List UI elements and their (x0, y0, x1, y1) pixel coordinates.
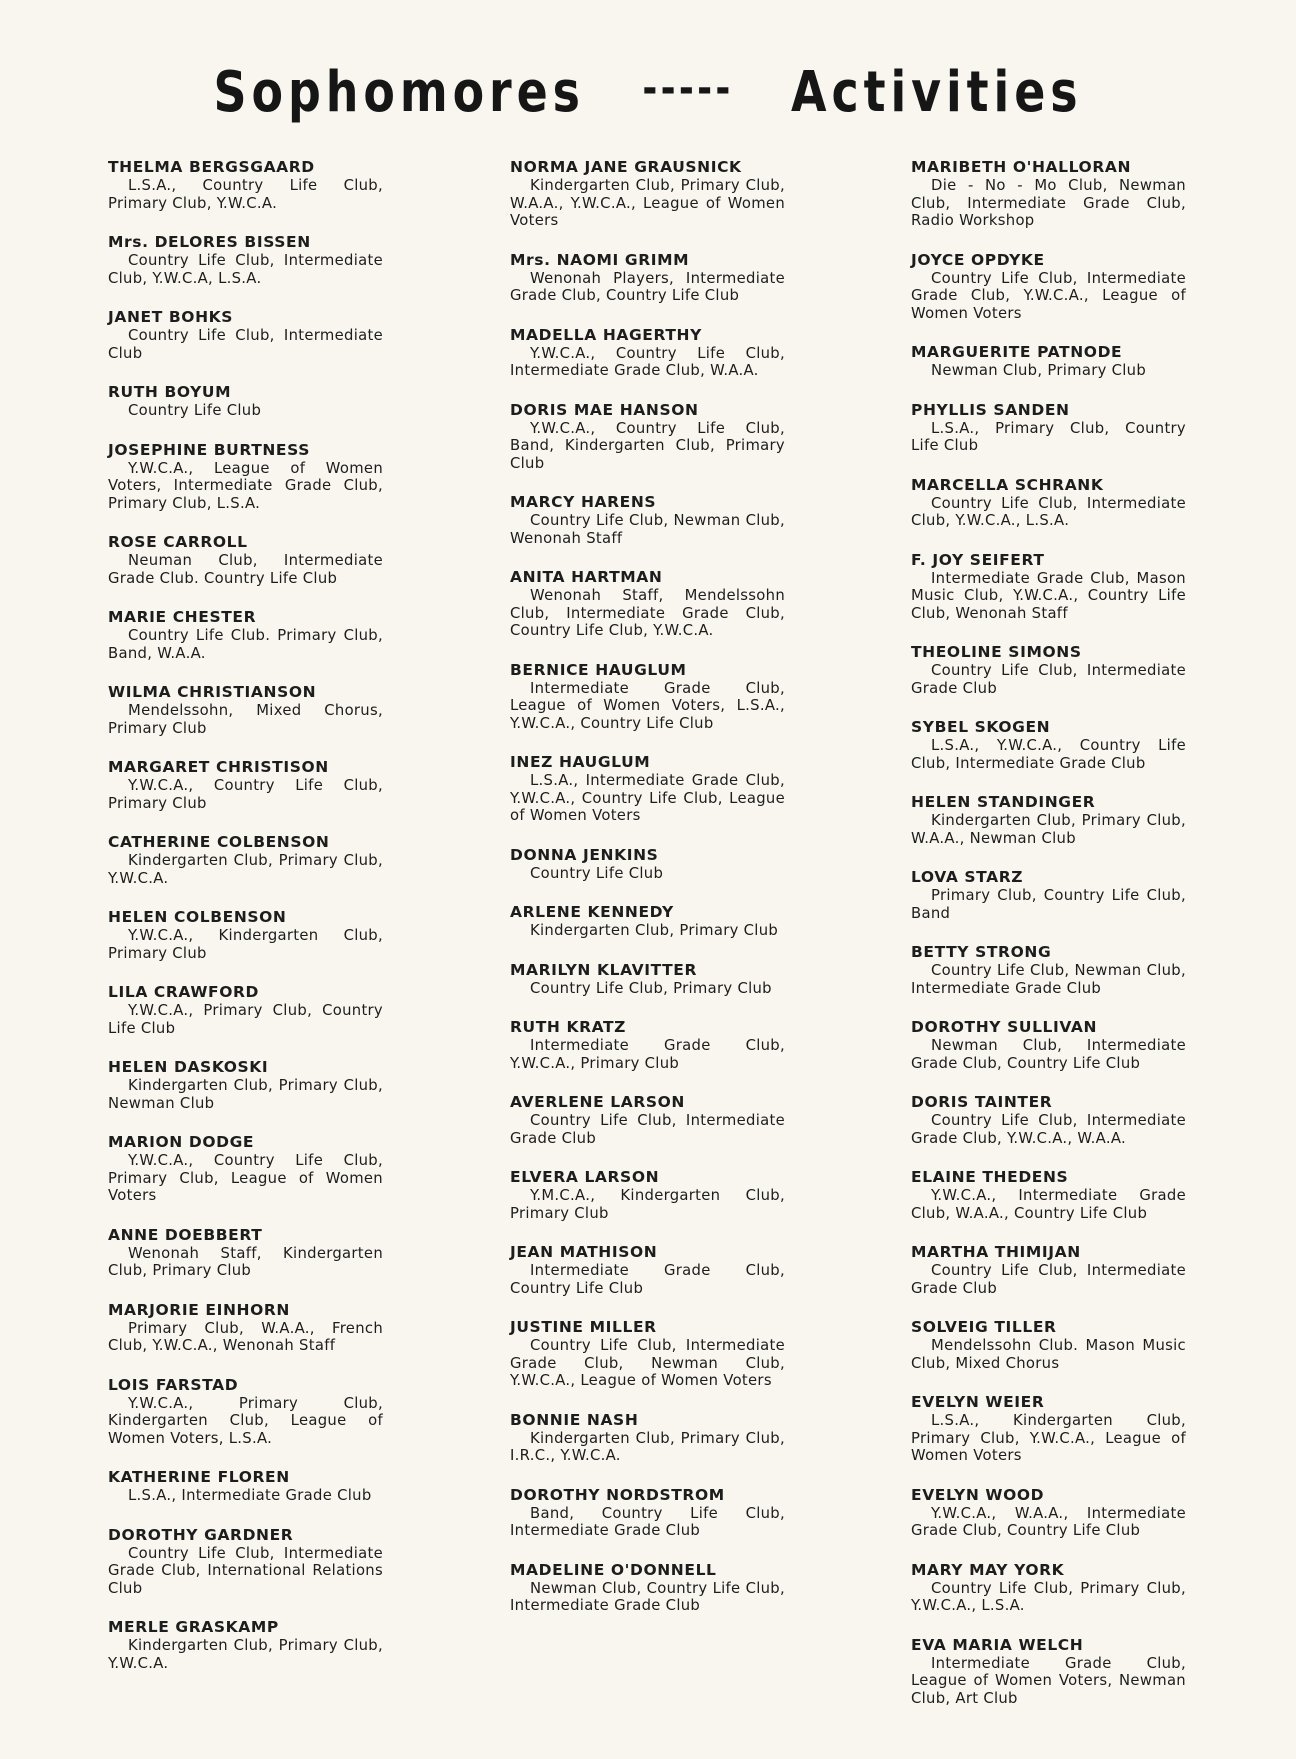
student-activities: Primary Club, W.A.A., French Club, Y.W.C.A., Wenonah Staff (108, 1319, 383, 1354)
student-activities: Country Life Club (128, 402, 262, 419)
student-name: HELEN STANDINGER (911, 793, 1096, 811)
student-activities: Wenonah Staff, Mendelssohn Club, Intermediate Grade Club, Country Life Club, Y.W.C.A. (510, 587, 785, 639)
student-entry (108, 608, 383, 662)
student-activities: Y.W.C.A., W.A.A., Intermediate Grade Club, Country Life Club (911, 1504, 1186, 1539)
student-entry (108, 983, 383, 1037)
student-entry (911, 793, 1186, 847)
student-name: THEOLINE SIMONS (911, 643, 1082, 661)
student-activities: Country Life Club. Primary Club, Band, W.A.A. (108, 627, 383, 662)
student-activities: Country Life Club, Primary Club, Y.W.C.A., L.S.A. (911, 1579, 1186, 1614)
student-name: JOYCE OPDYKE (911, 250, 1045, 269)
student-activities: Country Life Club, Intermediate Grade Club (510, 1112, 785, 1147)
student-entry (911, 1486, 1186, 1540)
student-entry (108, 908, 383, 962)
column-3 (911, 158, 1186, 1728)
student-entry (510, 1411, 785, 1465)
student-entry (510, 1318, 785, 1390)
student-name: MADELINE O'DONNELL (510, 1560, 717, 1579)
student-name: ANNE DOEBBERT (108, 1225, 263, 1244)
student-activities: Country Life Club (530, 864, 664, 882)
student-name: ELAINE THEDENS (911, 1168, 1069, 1186)
title-right: Activities (791, 60, 1083, 125)
student-entry (911, 718, 1186, 772)
student-activities: Newman Club, Intermediate Grade Club, Country Life Club (911, 1037, 1186, 1072)
student-activities: Kindergarten Club, Primary Club, Y.W.C.A. (108, 1637, 383, 1672)
student-activities: Y.W.C.A., Primary Club, Country Life Club (108, 1002, 383, 1037)
student-activities: Primary Club, Country Life Club, Band (911, 887, 1186, 922)
student-name: BONNIE NASH (510, 1410, 639, 1429)
student-activities: Y.W.C.A., Country Life Club, Primary Club (108, 777, 383, 812)
student-name: THELMA BERGSGAARD (108, 158, 315, 176)
student-entry (911, 1093, 1186, 1147)
student-name: MARGUERITE PATNODE (911, 343, 1123, 361)
student-name: ARLENE KENNEDY (510, 903, 674, 921)
student-activities: Country Life Club, Intermediate Club, Y.W.C.A., L.S.A. (911, 494, 1186, 529)
student-name: PHYLLIS SANDEN (911, 400, 1070, 419)
student-entry (108, 233, 383, 287)
student-name: EVELYN WOOD (911, 1485, 1045, 1504)
student-entry (911, 476, 1186, 530)
student-entry (108, 1133, 383, 1205)
student-activities: Newman Club, Country Life Club, Intermediate Grade Club (510, 1579, 785, 1614)
student-name: F. JOY SEIFERT (911, 550, 1045, 569)
student-activities: Country Life Club, Intermediate Club (108, 327, 383, 362)
student-activities: Band, Country Life Club, Intermediate Grade Club (510, 1504, 785, 1539)
student-activities: Y.W.C.A., Country Life Club, Band, Kindergarten Club, Primary Club (510, 419, 785, 472)
student-activities: Y.W.C.A., Country Life Club, Primary Club, League of Women Voters (108, 1152, 383, 1204)
student-entry (510, 401, 785, 473)
student-activities: Die - No - Mo Club, Newman Club, Intermediate Grade Club, Radio Workshop (911, 177, 1186, 229)
student-entry (108, 533, 383, 587)
student-name: WILMA CHRISTIANSON (108, 683, 317, 701)
title-left: Sophomores (213, 60, 585, 125)
student-name: JANET BOHKS (108, 308, 234, 326)
student-name: Mrs. NAOMI GRIMM (510, 250, 690, 269)
title-dashes: ----- (642, 63, 734, 114)
student-name: Mrs. DELORES BISSEN (108, 233, 311, 251)
student-activities: Country Life Club, Intermediate Grade Club (911, 1262, 1186, 1297)
student-name: INEZ HAUGLUM (510, 753, 651, 771)
student-name: MARIBETH O'HALLORAN (911, 158, 1132, 176)
student-activities: Country Life Club, Newman Club, Intermediate Grade Club (911, 962, 1186, 997)
student-entry (108, 1468, 383, 1505)
student-activities: L.S.A., Kindergarten Club, Primary Club, Y.W.C.A., League of Women Voters (911, 1412, 1186, 1464)
student-entry (911, 868, 1186, 922)
student-name: EVELYN WEIER (911, 1393, 1045, 1411)
student-activities: Y.M.C.A., Kindergarten Club, Primary Club (510, 1187, 785, 1222)
page-title (117, 60, 1180, 125)
student-name: AVERLENE LARSON (510, 1093, 686, 1111)
student-entry (108, 308, 383, 362)
student-entry (911, 1393, 1186, 1465)
student-entry (510, 1243, 785, 1297)
student-name: JEAN MATHISON (510, 1243, 658, 1261)
student-name: CATHERINE COLBENSON (108, 833, 330, 851)
student-name: DORIS MAE HANSON (510, 400, 699, 419)
student-activities: L.S.A., Intermediate Grade Club (128, 1487, 372, 1504)
student-name: MERLE GRASKAMP (108, 1618, 279, 1636)
student-name: DOROTHY SULLIVAN (911, 1018, 1098, 1036)
student-activities: L.S.A., Country Life Club, Primary Club, Y.W.C.A. (108, 177, 383, 212)
student-entry (108, 758, 383, 812)
student-activities: Kindergarten Club, Primary Club, I.R.C., Y.W.C.A. (510, 1429, 785, 1464)
student-entry (911, 1243, 1186, 1297)
student-name: LOIS FARSTAD (108, 1375, 239, 1394)
student-activities: Mendelssohn Club. Mason Music Club, Mixed Chorus (911, 1337, 1186, 1372)
student-name: MARTHA THIMIJAN (911, 1243, 1081, 1261)
student-name: SYBEL SKOGEN (911, 718, 1051, 736)
student-name: EVA MARIA WELCH (911, 1635, 1084, 1654)
student-name: KATHERINE FLOREN (108, 1468, 290, 1486)
student-entry (510, 1093, 785, 1147)
student-name: ANITA HARTMAN (510, 568, 663, 586)
student-entry (510, 753, 785, 825)
student-activities: Intermediate Grade Club, Y.W.C.A., Primary Club (510, 1037, 785, 1072)
student-activities: Country Life Club, Intermediate Grade Club (911, 662, 1186, 697)
student-name: JOSEPHINE BURTNESS (108, 440, 310, 459)
student-activities: Country Life Club, Primary Club (530, 979, 772, 997)
student-activities: Country Life Club, Intermediate Grade Club, International Relations Club (108, 1544, 383, 1597)
student-name: DONNA JENKINS (510, 845, 659, 864)
student-activities: Intermediate Grade Club, Mason Music Club, Y.W.C.A., Country Life Club, Wenonah Staff (911, 569, 1186, 622)
student-activities: Neuman Club, Intermediate Grade Club. Country Life Club (108, 552, 383, 587)
student-activities: Wenonah Players, Intermediate Grade Club, Country Life Club (510, 269, 785, 304)
student-entry (510, 1168, 785, 1222)
student-name: MADELLA HAGERTHY (510, 325, 702, 344)
student-activities: Mendelssohn, Mixed Chorus, Primary Club (108, 702, 383, 737)
student-entry (108, 1058, 383, 1112)
student-entry (510, 846, 785, 883)
student-entry (510, 251, 785, 305)
student-name: RUTH KRATZ (510, 1018, 627, 1036)
student-entry (510, 903, 785, 940)
student-entry (108, 1226, 383, 1280)
student-entry (108, 1376, 383, 1448)
student-name: DOROTHY GARDNER (108, 1525, 294, 1544)
student-activities: Y.W.C.A., Country Life Club, Intermediate Grade Club, W.A.A. (510, 344, 785, 379)
student-name: MARION DODGE (108, 1133, 255, 1151)
student-name: MARILYN KLAVITTER (510, 960, 697, 979)
student-entry (108, 1618, 383, 1672)
student-activities: Country Life Club, Intermediate Club, Y.W.C.A, L.S.A. (108, 252, 383, 287)
student-entry (510, 493, 785, 547)
student-entry (108, 383, 383, 420)
student-entry (911, 251, 1186, 323)
student-name: BETTY STRONG (911, 943, 1052, 961)
student-activities: Y.W.C.A., League of Women Voters, Intermediate Grade Club, Primary Club, L.S.A. (108, 459, 383, 512)
student-entry (911, 343, 1186, 380)
student-entry (911, 1318, 1186, 1372)
student-entry (911, 1561, 1186, 1615)
student-activities: Y.W.C.A., Primary Club, Kindergarten Club, League of Women Voters, L.S.A. (108, 1394, 383, 1447)
student-activities: Country Life Club, Intermediate Grade Club, Y.W.C.A., W.A.A. (911, 1112, 1186, 1147)
student-activities: Intermediate Grade Club, League of Women Voters, Newman Club, Art Club (911, 1654, 1186, 1707)
student-activities: L.S.A., Y.W.C.A., Country Life Club, Intermediate Grade Club (911, 737, 1186, 772)
student-entry (510, 1486, 785, 1540)
student-entry (911, 158, 1186, 230)
student-activities: Wenonah Staff, Kindergarten Club, Primary Club (108, 1244, 383, 1279)
student-entry (911, 551, 1186, 623)
student-entry (108, 1301, 383, 1355)
student-entry (108, 1526, 383, 1598)
student-entry (911, 643, 1186, 697)
student-entry (108, 158, 383, 212)
student-entry (911, 1018, 1186, 1072)
student-activities: Kindergarten Club, Primary Club, W.A.A., Y.W.C.A., League of Women Voters (510, 177, 785, 229)
student-activities: Intermediate Grade Club, Country Life Club (510, 1262, 785, 1297)
student-activities: Country Life Club, Intermediate Grade Club, Newman Club, Y.W.C.A., League of Women Voters (510, 1337, 785, 1389)
student-name: NORMA JANE GRAUSNICK (510, 158, 742, 176)
student-entry (510, 326, 785, 380)
student-entry (911, 943, 1186, 997)
student-entry (510, 1018, 785, 1072)
student-name: LILA CRAWFORD (108, 983, 259, 1001)
student-name: JUSTINE MILLER (510, 1318, 657, 1336)
column-1 (108, 158, 383, 1693)
student-activities: L.S.A., Intermediate Grade Club, Y.W.C.A., Country Life Club, League of Women Voters (510, 772, 785, 824)
student-name: MARCELLA SCHRANK (911, 475, 1104, 494)
student-activities: Y.W.C.A., Kindergarten Club, Primary Club (108, 927, 383, 962)
student-name: SOLVEIG TILLER (911, 1318, 1057, 1336)
student-name: LOVA STARZ (911, 868, 1024, 886)
student-activities: Intermediate Grade Club, League of Women Voters, L.S.A., Y.W.C.A., Country Life Club (510, 679, 785, 732)
student-entry (108, 683, 383, 737)
student-name: MARCY HARENS (510, 493, 657, 511)
student-entry (510, 661, 785, 733)
student-entry (911, 1168, 1186, 1222)
student-entry (108, 833, 383, 887)
student-name: ELVERA LARSON (510, 1168, 660, 1186)
student-name: DOROTHY NORDSTROM (510, 1485, 725, 1504)
student-activities: Newman Club, Primary Club (931, 362, 1147, 379)
student-entry (108, 441, 383, 513)
student-entry (510, 1561, 785, 1615)
student-name: HELEN DASKOSKI (108, 1058, 269, 1076)
student-name: MARY MAY YORK (911, 1560, 1065, 1579)
student-activities: L.S.A., Primary Club, Country Life Club (911, 419, 1186, 454)
student-name: BERNICE HAUGLUM (510, 660, 687, 679)
student-activities: Country Life Club, Newman Club, Wenonah Staff (510, 512, 785, 547)
student-name: DORIS TAINTER (911, 1093, 1053, 1111)
student-entry (510, 158, 785, 230)
column-2 (510, 158, 785, 1636)
student-name: MARGARET CHRISTISON (108, 758, 329, 776)
student-name: ROSE CARROLL (108, 533, 248, 551)
student-entry (911, 401, 1186, 455)
student-activities: Y.W.C.A., Intermediate Grade Club, W.A.A., Country Life Club (911, 1187, 1186, 1222)
student-activities: Country Life Club, Intermediate Grade Club, Y.W.C.A., League of Women Voters (911, 269, 1186, 322)
student-entry (911, 1636, 1186, 1708)
student-activities: Kindergarten Club, Primary Club, Newman Club (108, 1077, 383, 1112)
student-name: MARIE CHESTER (108, 608, 257, 626)
student-activities: Kindergarten Club, Primary Club, W.A.A., Newman Club (911, 812, 1186, 847)
student-name: HELEN COLBENSON (108, 908, 287, 926)
student-activities: Kindergarten Club, Primary Club, Y.W.C.A. (108, 852, 383, 887)
student-name: RUTH BOYUM (108, 383, 232, 401)
student-entry (510, 961, 785, 998)
student-entry (510, 568, 785, 640)
student-name: MARJORIE EINHORN (108, 1300, 290, 1319)
student-activities: Kindergarten Club, Primary Club (530, 922, 779, 939)
